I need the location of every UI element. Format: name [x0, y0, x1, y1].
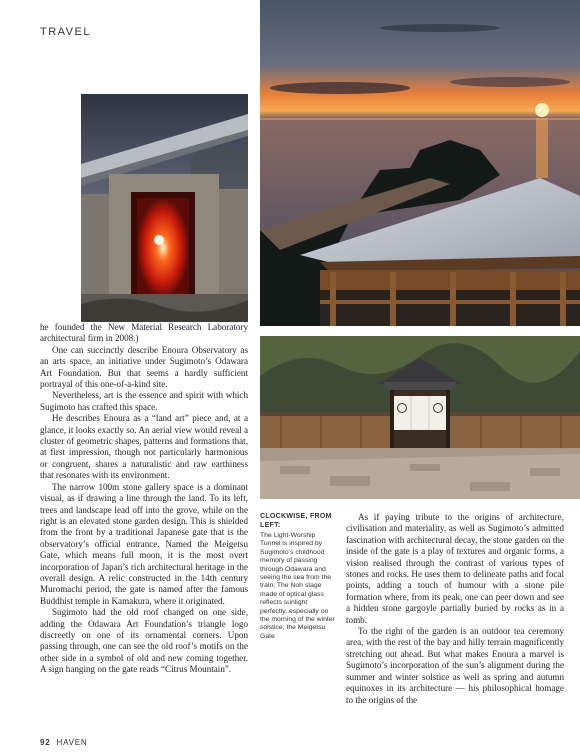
paragraph: To the right of the garden is an outdoor tea ceremony area, with the rest of the bay and hilly terrain magnificently stretching out ahead. But what makes Enoura a marvel is Sugimoto’s incorporation of the sun’s alignment during the summer and winter solstice as well as spring and autumn equinoxes in its architecture — his philosophical homage to the origins of the	[346, 626, 564, 705]
paragraph: As if paying tribute to the origins of architecture, civilisation and materiality, as well as Sugimoto’s admitted fascination with architectural decay, the stone garden on the inside of the gate is a play of textures and organic forms, a vision realised through the contrast of various types of stones and rocks. He uses them to delineate paths and focal points, adding a touch of humour with a stone pile formation where, from its peak, one can peer down and see a hidden stone gargoyle partially buried by rocks as in a tomb.	[346, 512, 564, 625]
paragraph: He describes Enoura as a “land art” piece and, at a glance, it looks exactly so. An aerial view would reveal a cluster of geometric shapes, patterns and formations that, at first impression, though not particularly harmonious or congruent, shares a naturalistic and raw earthiness that resonates with its environment.	[40, 413, 248, 481]
photo-noh-stage-sunrise	[260, 0, 580, 326]
photo-meigetsu-gate	[260, 336, 580, 499]
paragraph: Sugimoto had the old roof changed on one side, adding the Odawara Art Foundation’s triangle logo discreetly on one of its ornamental corners. Upon passing through, one can see the old roof’s motifs on the other side in a symbol of old and new coming together. A sign hanging on the gate reads “Citrus Mountain”.	[40, 607, 248, 675]
caption-body: The Light-Worship Tunnel is inspired by Sugimoto’s childhood memory of passing through Odawara and seeing the sea from the train; The Noh stage made of optical glass reflects sunlight perfectly, especially on the morning of the winter solstice; the Meigetsu Gate	[260, 532, 335, 640]
section-label: TRAVEL	[40, 26, 91, 38]
page-footer	[40, 738, 88, 747]
paragraph: Nevertheless, art is the essence and spirit with which Sugimoto has crafted this space.	[40, 390, 248, 412]
photo-light-worship-tunnel	[81, 94, 248, 322]
magazine-name: HAVEN	[56, 738, 88, 747]
body-column-right	[346, 512, 564, 706]
paragraph: he founded the New Material Research Laboratory architectural firm in 2008.)	[40, 322, 248, 344]
paragraph: The narrow 100m stone gallery space is a dominant visual, as if drawing a line through the land. To its left, trees and landscape lead off into the grove, while on the right is an elevated stone garden design. This is shielded from the front by a traditional Japanese gate that is the observatory’s official entrance. Named the Meigetsu Gate, which means full moon, it is the most overt incorporation of Japan’s rich architectural heritage in the overall design. A relic constructed in the 14th century Muromachi period, the gate is named after the famous Buddhist temple in Kamakura, where it originated.	[40, 481, 248, 606]
body-column-left	[40, 322, 248, 676]
photo-caption	[260, 512, 336, 641]
paragraph: One can succinctly describe Enoura Observatory as an arts space, an initiative under Sugimoto’s Odawara Art Foundation. But that seems a hardly sufficient portrayal of this one-of-a-kind site.	[40, 344, 248, 390]
page-number: 92	[40, 738, 51, 747]
caption-heading: CLOCKWISE, FROM LEFT:	[260, 513, 332, 529]
